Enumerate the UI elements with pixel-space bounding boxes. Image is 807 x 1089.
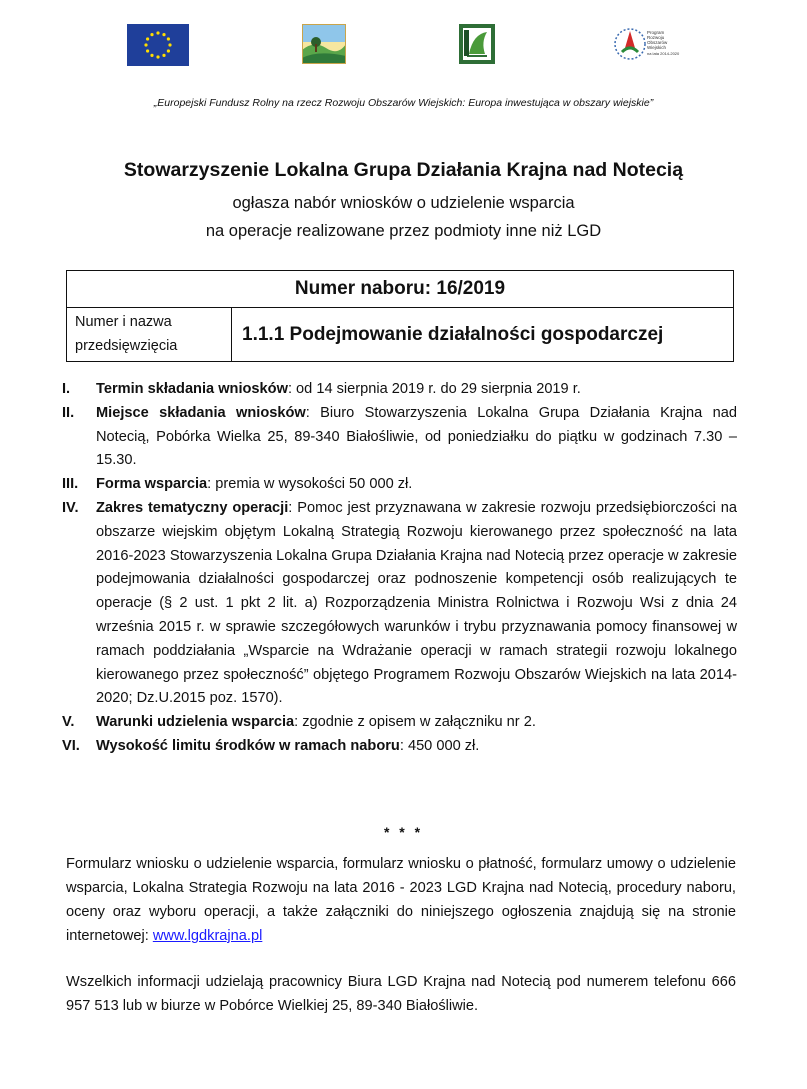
conditions-list [62, 378, 737, 759]
item-number: III. [62, 476, 79, 493]
logos-row [0, 24, 807, 74]
svg-text:Rozwoju: Rozwoju [647, 35, 665, 40]
item-number: IV. [62, 499, 79, 516]
recruitment-box [66, 270, 734, 362]
item-title: Termin składania wniosków [96, 381, 288, 397]
leader-logo-icon [459, 24, 495, 64]
item-title: Warunki udzielenia wsparcia [96, 714, 295, 731]
eu-flag-icon [127, 24, 189, 66]
announcement-line-2: na operacje realizowane przez podmioty inne niż LGD [205, 222, 602, 240]
contact-paragraph: Wszelkich informacji udzielają pracownicy Biura LGD Krajna nad Notecią pod numerem telefonu 666 957 513 lub w biurze w Pobórce Wielkiej 25, 89-340 Białośliwie. [66, 974, 736, 1014]
poland-landscape-icon [302, 24, 346, 64]
item-text: : od 14 sierpnia 2019 r. do 29 sierpnia 2019 r. [287, 381, 581, 397]
item-title: Forma wsparcia [96, 476, 208, 493]
item-number: I. [62, 381, 71, 397]
list-item [62, 711, 737, 735]
list-item [62, 378, 737, 402]
item-text: : premia w wysokości 50 000 zł. [207, 476, 413, 493]
item-text: : 450 000 zł. [399, 737, 480, 754]
item-number: V. [62, 714, 75, 731]
item-title: Zakres tematyczny operacji [96, 499, 289, 516]
item-title: Wysokość limitu środków w ramach naboru [96, 737, 400, 754]
documents-text: Formularz wniosku o udzielenie wsparcia, formularz wniosku o płatność, formularz umowy o udzielenie wsparcia, Lokalna Strategia Rozwoju na lata 2016 - 2023 LGD Krajna nad Notecią, procedury naboru, oceny oraz wyboru operacji, a także załączniki do niniejszego ogłoszenia znajdują się na stronie internetowej: [66, 856, 736, 944]
svg-text:Program: Program [647, 30, 665, 35]
recruitment-number: Numer naboru: 16/2019 [67, 271, 733, 308]
motto-text: „Europejski Fundusz Rolny na rzecz Rozwoju Obszarów Wiejskich: Europa inwestująca w obszary wiejskie” [153, 97, 654, 109]
list-item [62, 735, 737, 759]
svg-text:Wiejskich: Wiejskich [647, 45, 667, 50]
project-label: Numer i nazwa przedsięwzięcia [67, 308, 232, 361]
documents-paragraph [66, 852, 736, 948]
separator: * * * [383, 824, 424, 840]
item-text: : zgodnie z opisem w załączniku nr 2. [294, 714, 536, 731]
list-item [62, 497, 737, 711]
announcement-line-1: ogłasza nabór wniosków o udzielenie wsparcia [232, 194, 575, 212]
svg-text:Obszarów: Obszarów [647, 40, 668, 45]
item-number: VI. [62, 737, 80, 754]
item-text: : Pomoc jest przyznawana w zakresie rozwoju przedsiębiorczości na obszarze wiejskim objętym Lokalną Strategią Rozwoju kierowanego przez społeczność na lata 2016-2023 Stowarzyszenia Lokalna Grupa Działania Krajna nad Notecią przez operacje w zakresie podejmowania działalności gospodarczej oraz podnoszenie kompetencji osób realizujących te operacje (§ 2 ust. 1 pkt 2 lit. a) Rozporządzenia Ministra Rolnictwa i Rozwoju Wsi z dnia 24 września 2015 r. w sprawie szczegółowych warunków i trybu przyznawania pomocy finansowej w ramach poddziałania „Wsparcie na Wdrażanie operacji w ramach strategii rozwoju lokalnego kierowanego przez społeczność” objętego Programem Rozwoju Obszarów Wiejskich na lata 2014-2020; Dz.U.2015 poz. 1570). [96, 499, 737, 707]
list-item [62, 473, 737, 497]
website-link[interactable]: www.lgdkrajna.pl [152, 928, 263, 944]
organization-title: Stowarzyszenie Lokalna Grupa Działania Krajna nad Notecią [123, 159, 684, 181]
item-number: II. [62, 404, 75, 421]
item-title: Miejsce składania wniosków [96, 404, 306, 421]
svg-text:na lata 2014-2020: na lata 2014-2020 [647, 51, 680, 56]
prow-logo-icon [613, 24, 683, 68]
list-item [62, 402, 737, 473]
item-text: : Biuro Stowarzyszenia Lokalna Grupa Działania Krajna nad Notecią, Pobórka Wielka 25, 89-340 Białośliwie, od poniedziałku do piątku w godzinach 7.30 – 15.30. [96, 404, 737, 469]
project-value: 1.1.1 Podejmowanie działalności gospodarczej [242, 324, 664, 345]
